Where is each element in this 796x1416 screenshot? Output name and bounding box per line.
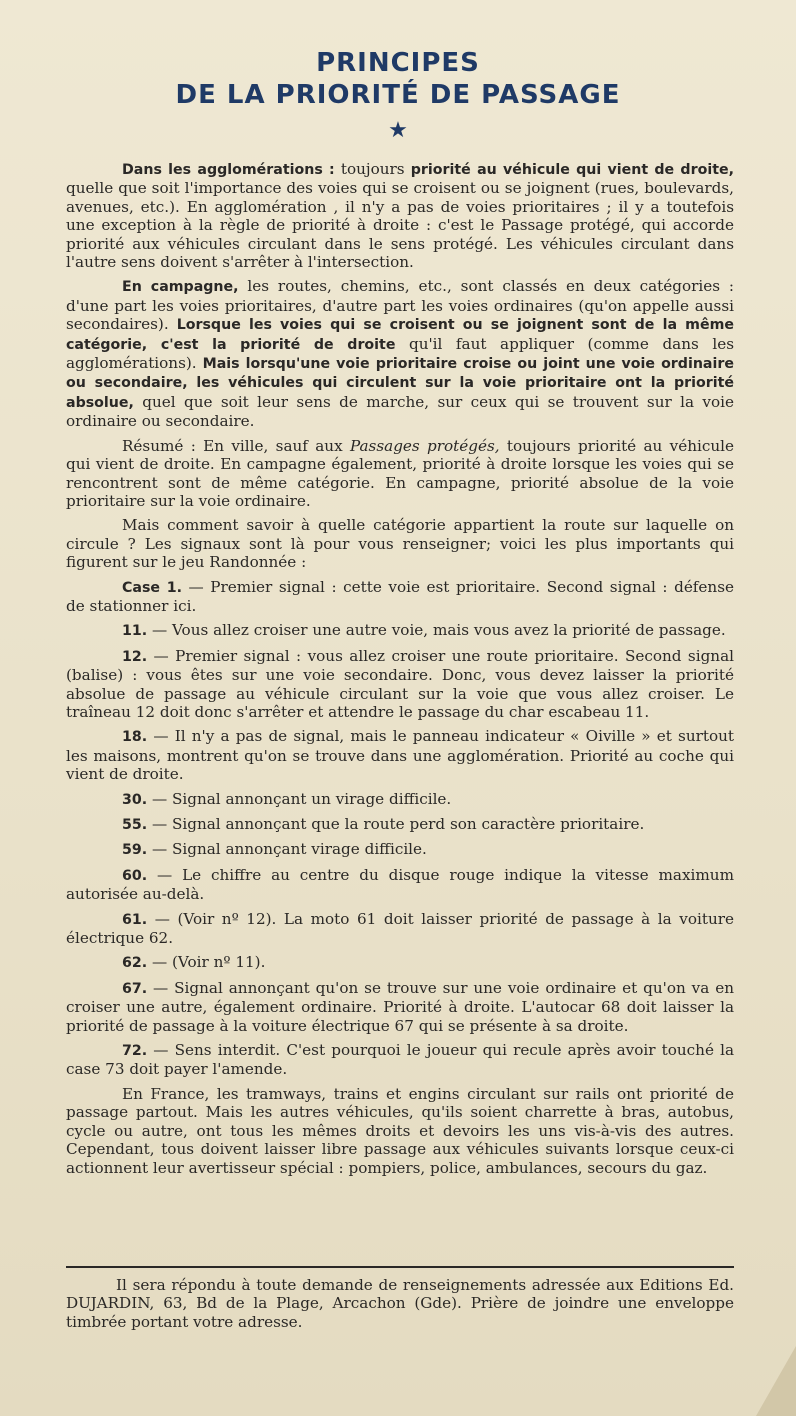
list-item xyxy=(66,979,734,1035)
list-item xyxy=(66,727,734,783)
body-text: toujours priorité au véhicule qui vient de droite. En campagne également, priorité à droite lorsque les voies qui se rencontrent sont de même catégorie. En campagne, priorité absolue de la voie prioritaire sur la voie ordinaire. xyxy=(66,436,734,510)
item-number: 62. xyxy=(122,955,148,972)
item-text: — Signal annonçant qu'on se trouve sur une voie ordinaire et qu'on va en croiser une autre, également ordinaire. Priorité à droite. L'autocar 68 doit laisser la priorité de passage à la voiture électrique 67 qui se présente à sa droite. xyxy=(66,978,734,1035)
title-line-2: DE LA PRIORITÉ DE PASSAGE xyxy=(175,80,621,110)
item-number: 60. xyxy=(122,867,148,884)
item-number: 12. xyxy=(122,648,148,665)
body-text: quel que soit leur sens de marche, sur ceux qui se trouvent sur la voie ordinaire ou secondaire. xyxy=(66,392,734,431)
paragraph-campagne xyxy=(66,277,734,430)
paragraph-agglomerations xyxy=(66,160,734,271)
item-text: — Premier signal : cette voie est prioritaire. Second signal : défense de stationner ici. xyxy=(66,577,734,615)
list-item xyxy=(66,578,734,616)
item-number: 67. xyxy=(122,980,148,997)
item-text: — Signal annonçant virage difficile. xyxy=(147,840,427,859)
paragraph-signals-intro: Mais comment savoir à quelle catégorie appartient la route sur laquelle on circule ? Les signaux sont là pour vous renseigner; voici les plus importants qui figurent sur le jeu Randonnée : xyxy=(66,516,734,572)
item-text: — Sens interdit. C'est pourquoi le joueur qui recule après avoir touché la case 73 doit payer l'amende. xyxy=(66,1041,734,1079)
list-item xyxy=(66,910,734,948)
list-item xyxy=(66,815,734,834)
list-item xyxy=(66,866,734,904)
bold-text: Mais lorsqu'une voie prioritaire croise ou joint une voie ordinaire ou secondaire, les véhicules qui circulent sur la voie prioritaire ont la priorité absolue, xyxy=(66,356,734,411)
star-icon: ★ xyxy=(388,118,408,143)
item-text: — Signal annonçant un virage difficile. xyxy=(147,789,452,808)
body-text: Résumé : En ville, sauf aux xyxy=(122,436,350,455)
list-item xyxy=(66,647,734,722)
item-number: 59. xyxy=(122,842,148,859)
item-text: — Le chiffre au centre du disque rouge indique la vitesse maximum autorisée au-delà. xyxy=(66,865,734,904)
list-item xyxy=(66,1041,734,1079)
item-number: Case 1. xyxy=(122,579,182,596)
item-number: 30. xyxy=(122,791,148,808)
italic-text: Passages protégés, xyxy=(349,436,500,455)
document-body xyxy=(66,160,734,1183)
item-text: — Premier signal : vous allez croiser une route prioritaire. Second signal (balise) : vous êtes sur une voie secondaire. Donc, vous devez laisser la priorité absolue de passage au véhicule circulant sur la voie que vous allez croiser. Le traîneau 12 doit donc s'arrêter et attendre le passage du char escabeau 11. xyxy=(66,646,734,721)
bold-text: Lorsque les voies qui se croisent ou se joignent sont de la même catégorie, c'est la priorité de droite xyxy=(66,317,734,353)
footer-text: Il sera répondu à toute demande de renseignements adressée aux Editions Ed. DUJARDIN, 63, Bd de la Plage, Arcachon (Gde). Prière de joindre une enveloppe timbrée portant votre adresse. xyxy=(66,1276,734,1331)
item-number: 55. xyxy=(122,817,148,833)
item-text: — Vous allez croiser une autre voie, mais vous avez la priorité de passage. xyxy=(147,621,726,640)
body-text: quelle que soit l'importance des voies qui se croisent ou se joignent (rues, boulevards, avenues, etc.). En agglomération , il n'y a pas de voies prioritaires ; il y a toutefois une exception à la règle de priorité à droite : c'est le Passage protégé, qui accorde priorité aux véhicules circulant dans le sens protégé. Les véhicules circulant dans l'autre sens doivent s'arrêter à l'intersection. xyxy=(66,179,734,272)
bold-text: priorité au véhicule qui vient de droite, xyxy=(410,162,734,178)
body-text: les routes, chemins, etc., sont classés en deux catégories : d'une part les voies prioritaires, d'autre part les voies ordinaires (qu'on appelle aussi secondaires). xyxy=(66,277,734,334)
title-line-1: PRINCIPES xyxy=(316,48,480,78)
bold-text: En campagne, xyxy=(122,279,239,296)
paragraph-resume xyxy=(66,437,734,511)
item-text: — (Voir nº 12). La moto 61 doit laisser priorité de passage à la voiture électrique 62. xyxy=(66,909,734,948)
body-text: toujours xyxy=(334,160,411,178)
footer xyxy=(66,1276,734,1331)
list-item xyxy=(66,953,734,972)
folded-corner xyxy=(756,1346,796,1416)
bold-text: Dans les agglomérations : xyxy=(122,162,335,178)
list-item xyxy=(66,840,734,859)
list-item xyxy=(66,790,734,809)
item-number: 72. xyxy=(122,1043,148,1060)
item-text: — (Voir nº 11). xyxy=(147,953,266,972)
item-text: — Signal annonçant que la route perd son caractère prioritaire. xyxy=(147,815,645,833)
divider xyxy=(66,1266,734,1268)
paragraph-france: En France, les tramways, trains et engins circulant sur rails ont priorité de passage partout. Mais les autres véhicules, qu'ils soient charrette à bras, autobus, cycle ou autre, ont tous les mêmes droits et devoirs les uns vis-à-vis des autres. Cependant, tous doivent laisser libre passage aux véhicules suivants lorsque ceux-ci actionnent leur avertisseur spécial : pompiers, police, ambulances, secours du gaz. xyxy=(66,1084,734,1177)
item-number: 61. xyxy=(122,911,148,928)
body-text: qu'il faut appliquer (comme dans les agglomérations). xyxy=(66,334,734,373)
item-text: — Il n'y a pas de signal, mais le panneau indicateur « Oiville » et surtout les maisons, montrent qu'on se trouve dans une agglomération. Priorité au coche qui vient de droite. xyxy=(66,727,734,784)
list-item xyxy=(66,621,734,640)
item-number: 18. xyxy=(122,729,148,746)
item-number: 11. xyxy=(122,623,148,640)
